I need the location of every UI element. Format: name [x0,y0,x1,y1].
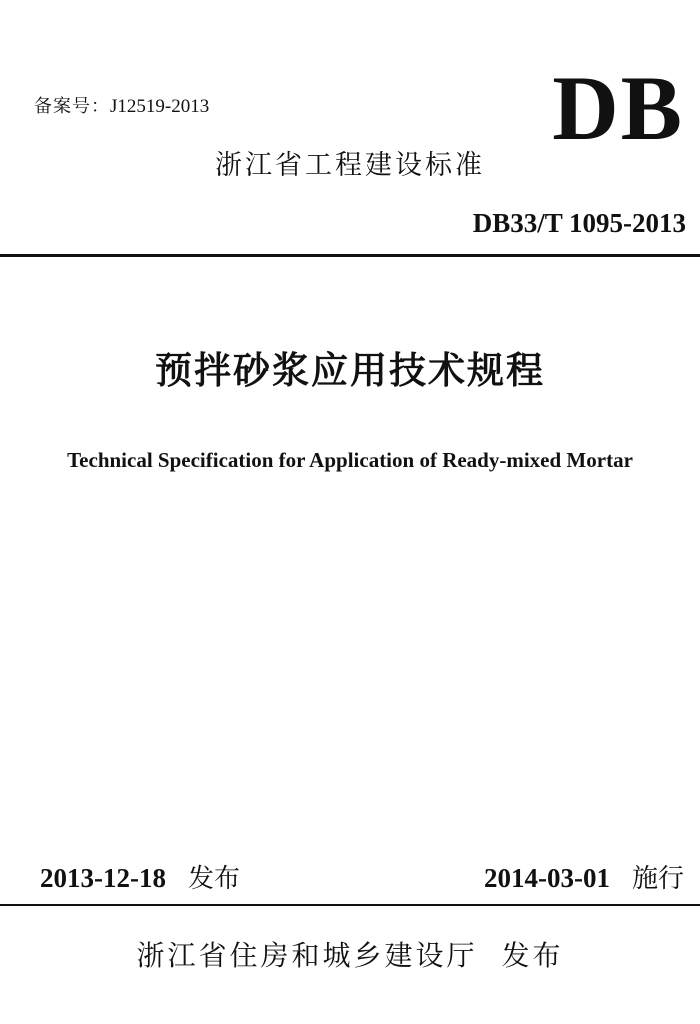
publish-info [40,858,240,895]
record-label: 备案号： [34,96,110,117]
top-divider [0,254,700,257]
publisher-label: 发布 [501,939,564,972]
publish-date: 2013-12-18 [40,863,166,893]
record-number-value: J12519-2013 [110,96,210,117]
implement-date: 2014-03-01 [484,863,610,893]
publisher-name: 浙江省住房和城乡建设厅 [136,939,478,972]
implement-label: 施行 [631,864,684,894]
publisher [0,934,700,974]
db-logo: DB [552,57,684,159]
record-number [34,92,209,118]
document-title-english: Technical Specification for Application of Ready-mixed Mortar [67,448,633,472]
publish-label: 发布 [187,864,240,894]
bottom-divider [0,904,700,906]
document-title-chinese: 预拌砂浆应用技术规程 [155,348,545,392]
implement-info [484,858,684,895]
standard-code: DB33/T 1095-2013 [472,208,686,238]
standard-category: 浙江省工程建设标准 [215,150,485,181]
